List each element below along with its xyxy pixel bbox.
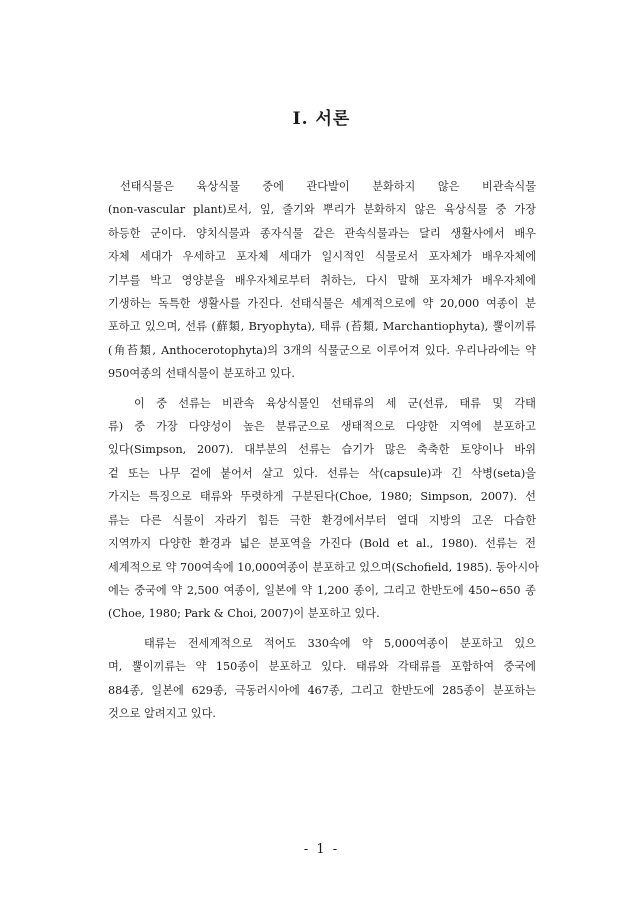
text-line: (角苔類, Anthocerotophyta)의 3개의 식물군으로 이루어져 있다. 우리나라에는 약 bbox=[108, 343, 536, 357]
text-line: 류) 중 가장 다양성이 높은 분류군으로 생태적으로 다양한 지역에 분포하고 bbox=[108, 420, 536, 434]
text-line: 기생하는 독특한 생활사를 가진다. 선태식물은 세계적으로에 약 20,000 여종이 분 bbox=[108, 297, 536, 311]
text-line: 것으로 알려지고 있다. bbox=[108, 706, 216, 720]
text-line: 선태식물은 육상식물 중에 관다발이 분화하지 않은 비관속식물 bbox=[120, 180, 536, 193]
text-line: 태류는 전세계적으로 적어도 330속에 약 5,000여종이 분포하고 있으 bbox=[144, 636, 536, 650]
text-line: 884종, 일본에 629종, 극동러시아에 467종, 그리고 한반도에 285종이 분포하는 bbox=[108, 683, 536, 697]
text-line: 며, 뿔이끼류는 약 150종이 분포하고 있다. 태류와 각태류를 포함하여 중국에 bbox=[108, 660, 536, 674]
text-line: 하등한 군이다. 양치식물과 종자식물 같은 관속식물과는 달리 생활사에서 배우 bbox=[108, 226, 536, 240]
body-text bbox=[108, 175, 539, 725]
text-line: 기부를 박고 영양분을 배우자체로부터 취하는, 다시 말해 포자체가 배우자체에 bbox=[108, 273, 536, 287]
text-line: 포하고 있으며, 선류 (蘚類, Bryophyta), 태류 (苔類, Marchantiophyta), 뿔이끼류 bbox=[108, 320, 536, 334]
text-line: 이 중 선류는 비관속 육상식물인 선태류의 세 군(선류, 태류 및 각태 bbox=[134, 396, 536, 410]
text-line: 세계적으로 약 700여속에 10,000여종이 분포하고 있으며(Schofield, 1985). 동아시아 bbox=[108, 560, 539, 574]
page-number: - 1 - bbox=[303, 842, 340, 857]
text-line: 류는 다른 식물이 자라기 힘든 극한 환경에서부터 열대 지방의 고온 다습한 bbox=[108, 513, 536, 527]
text-line: 있다(Simpson, 2007). 대부분의 선류는 습기가 많은 축축한 토양이나 바위 bbox=[108, 443, 536, 457]
text-line: 에는 중국에 약 2,500 여종이, 일본에 약 1,200 종이, 그리고 한반도에 450∼650 종 bbox=[108, 583, 536, 597]
paragraph-1 bbox=[108, 175, 536, 386]
paragraph-2 bbox=[108, 392, 539, 626]
text-line: (Choe, 1980; Park & Choi, 2007)이 분포하고 있다. bbox=[108, 607, 380, 621]
text-line: (non-vascular plant)로서, 잎, 줄기와 뿌리가 분화하지 않은 육상식물 중 가장 bbox=[108, 203, 536, 217]
page-title: Ⅰ. 서론 bbox=[292, 109, 351, 129]
paragraph-3 bbox=[108, 632, 536, 726]
text-line: 지역까지 다양한 환경과 넓은 분포역을 가진다 (Bold et al., 1980). 선류는 전 bbox=[108, 537, 536, 551]
text-line: 가지는 특징으로 태류와 뚜렷하게 구분된다(Choe, 1980; Simpson, 2007). 선 bbox=[108, 490, 536, 504]
text-line: 950여종의 선태식물이 분포하고 있다. bbox=[108, 367, 295, 381]
text-line: 겉 또는 나무 겉에 붙어서 살고 있다. 선류는 삭(capsule)과 긴 삭병(seta)을 bbox=[108, 466, 536, 480]
text-line: 자체 세대가 우세하고 포자체 세대가 일시적인 식물로서 포자체가 배우자체에 bbox=[108, 250, 536, 264]
